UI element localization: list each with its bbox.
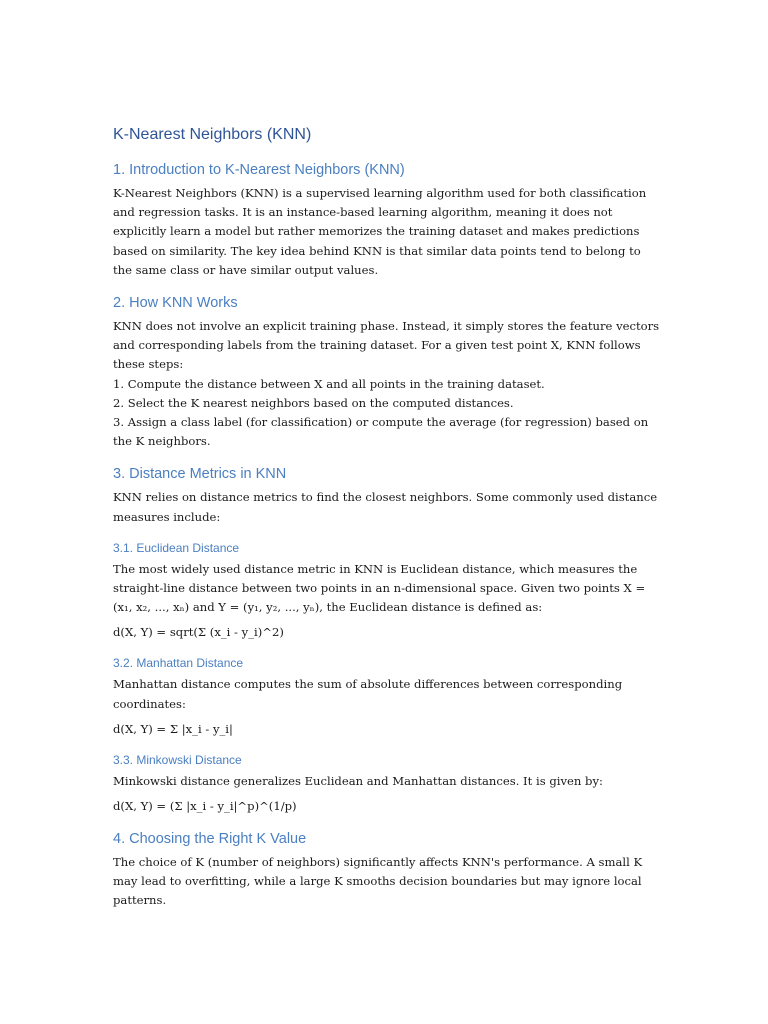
text-line: the same class or have similar output values. (113, 262, 379, 277)
minkowski-formula: d(X, Y) = (Σ |x_i - y_i|^p)^(1/p) (113, 799, 297, 814)
text-line: and corresponding labels from the training dataset. For a given test point X, KNN follows (113, 338, 641, 353)
subsection-heading-manhattan: 3.2. Manhattan Distance (113, 656, 244, 671)
step-item: 2. Select the K nearest neighbors based on the computed distances. (113, 395, 514, 410)
text-line: K-Nearest Neighbors (KNN) is a supervised learning algorithm used for both classification (113, 186, 647, 200)
text-line: Manhattan distance computes the sum of absolute differences between corresponding (113, 677, 623, 692)
text-line: these steps: (113, 357, 184, 372)
text-line: the K neighbors. (113, 434, 211, 449)
section-heading-choosing-k: 4. Choosing the Right K Value (113, 831, 307, 848)
document-page (113, 124, 658, 911)
manhattan-formula: d(X, Y) = Σ |x_i - y_i| (113, 721, 233, 736)
text-line: KNN relies on distance metrics to find the closest neighbors. Some commonly used distance (113, 490, 658, 505)
text-line: measures include: (113, 509, 221, 524)
document-title: K-Nearest Neighbors (KNN) (113, 126, 312, 143)
text-line: Minkowski distance generalizes Euclidean and Manhattan distances. It is given by: (113, 773, 603, 788)
euclidean-paragraph (113, 560, 658, 618)
text-line: explicitly learn a model but rather memorizes the training dataset and makes predictions (113, 224, 640, 239)
text-line: based on similarity. The key idea behind KNN is that similar data points tend to belong to (113, 243, 641, 258)
step-item: 3. Assign a class label (for classification) or compute the average (for regression) based on (113, 415, 649, 430)
subsection-heading-minkowski: 3.3. Minkowski Distance (113, 752, 242, 767)
text-line: and regression tasks. It is an instance-based learning algorithm, meaning it does not (113, 205, 613, 220)
text-line: The choice of K (number of neighbors) significantly affects KNN's performance. A small K (113, 855, 643, 870)
text-line: coordinates: (113, 696, 186, 711)
introduction-paragraph (113, 184, 658, 280)
step-item: 1. Compute the distance between X and all points in the training dataset. (113, 376, 545, 391)
text-line: (x₁, x₂, ..., xₙ) and Y = (y₁, y₂, ..., yₙ), the Euclidean distance is defined as: (113, 600, 543, 615)
section-heading-introduction: 1. Introduction to K-Nearest Neighbors (KNN) (113, 162, 405, 178)
section-heading-how-knn-works: 2. How KNN Works (113, 295, 238, 312)
subsection-heading-euclidean: 3.1. Euclidean Distance (113, 540, 240, 555)
text-line: KNN does not involve an explicit training phase. Instead, it simply stores the feature vectors (113, 319, 660, 334)
text-line: The most widely used distance metric in KNN is Euclidean distance, which measures the (113, 561, 638, 576)
text-line: may lead to overfitting, while a large K smooths decision boundaries but may ignore local (113, 874, 642, 889)
how-knn-works-paragraph (113, 317, 658, 451)
minkowski-paragraph (113, 772, 658, 791)
text-line: straight-line distance between two points in an n-dimensional space. Given two points X = (113, 581, 646, 596)
distance-metrics-paragraph (113, 488, 658, 526)
choosing-k-paragraph (113, 853, 658, 911)
euclidean-formula: d(X, Y) = sqrt(Σ (x_i - y_i)^2) (113, 625, 284, 640)
manhattan-paragraph (113, 675, 658, 713)
section-heading-distance-metrics: 3. Distance Metrics in KNN (113, 466, 287, 483)
text-line: patterns. (113, 893, 167, 908)
